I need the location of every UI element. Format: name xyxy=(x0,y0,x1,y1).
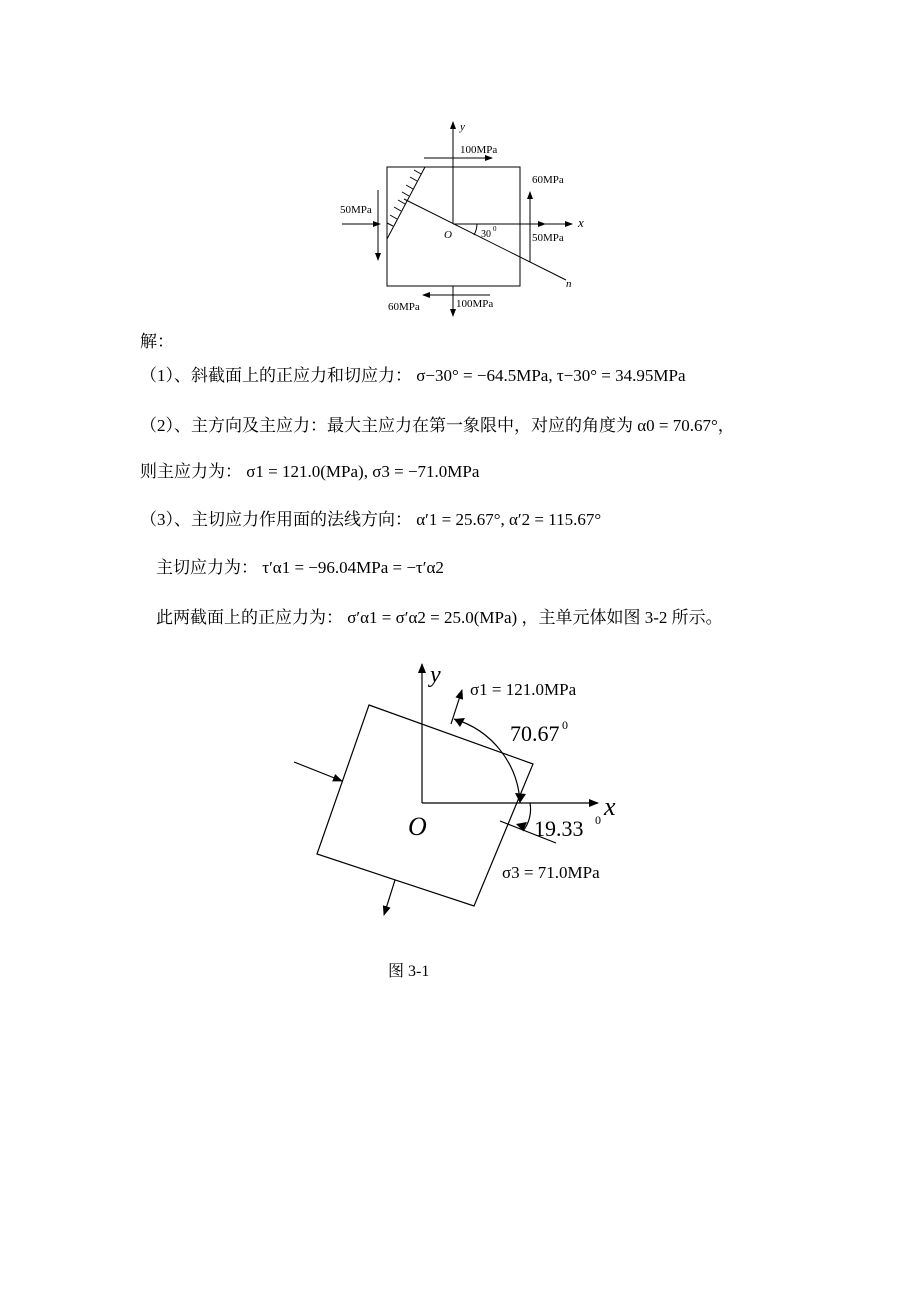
item2b-line xyxy=(140,460,479,484)
item2-math: α0 = 70.67°， xyxy=(637,416,735,435)
origin-label: O xyxy=(408,812,427,841)
principal-element-box xyxy=(317,705,533,906)
item3-label: （3）、主切应力作用面的法线方向： xyxy=(140,510,412,529)
bottom-sigma3-arrow xyxy=(384,880,395,915)
figure-caption: 图 3-1 xyxy=(388,963,430,980)
item1-line xyxy=(140,364,686,388)
inclined-section xyxy=(387,167,425,239)
left-sigma3-arrow xyxy=(294,762,342,781)
item2b-label: 则主应力为： xyxy=(140,462,242,481)
item3-line xyxy=(140,508,601,532)
angle2-label: 19.33 xyxy=(534,816,584,841)
left-stress-label: 50MPa xyxy=(340,204,372,216)
item1-math: σ−30° = −64.5MPa, τ−30° = 34.95MPa xyxy=(416,366,686,385)
origin-label: O xyxy=(444,229,452,241)
bottom-right-stress-label: 100MPa xyxy=(456,298,494,310)
angle1-label: 70.67 xyxy=(510,721,560,746)
item1-label: （1）、斜截面上的正应力和切应力： xyxy=(140,366,412,385)
section-hatching xyxy=(387,170,421,226)
top-stress-label: 100MPa xyxy=(460,144,498,156)
item3c-math: σ′α1 = σ′α2 = 25.0(MPa) xyxy=(347,608,518,627)
item2-label: （2）、主方向及主应力：最大主应力在第一象限中，对应的角度为 xyxy=(140,416,633,435)
angle-arc xyxy=(474,224,477,235)
angle-degree: 0 xyxy=(493,225,497,233)
sigma3-label: σ3 = 71.0MPa xyxy=(502,863,600,882)
y-axis-label: y xyxy=(430,662,441,688)
stress-element-figure xyxy=(330,110,600,325)
item2b-math: σ1 = 121.0(MPa), σ3 = −71.0MPa xyxy=(246,462,480,481)
principal-element-figure xyxy=(280,650,640,930)
sigma1-label: σ1 = 121.0MPa xyxy=(470,680,577,699)
y-axis-label: y xyxy=(460,121,465,133)
item3c-tail: ，主单元体如图 3-2 所示。 xyxy=(521,608,723,627)
angle2-degree: 0 xyxy=(595,813,601,827)
right-lower-stress-label: 50MPa xyxy=(532,232,564,244)
item3b-math: τ′α1 = −96.04MPa = −τ′α2 xyxy=(262,558,444,577)
right-upper-stress-label: 60MPa xyxy=(532,174,564,186)
bottom-left-stress-label: 60MPa xyxy=(388,301,420,313)
item3-math: α′1 = 25.67°, α′2 = 115.67° xyxy=(416,510,602,529)
item3c-label: 此两截面上的正应力为： xyxy=(156,608,343,627)
normal-label: n xyxy=(566,278,572,290)
angle-arc-70-endhead xyxy=(515,793,526,803)
x-axis-label: x xyxy=(578,215,584,230)
item3b-label: 主切应力为： xyxy=(156,558,258,577)
item3c-line xyxy=(156,606,723,630)
item3b-line xyxy=(156,556,444,580)
x-axis-label: x xyxy=(604,792,616,821)
angle1-degree: 0 xyxy=(562,718,568,732)
item2-line xyxy=(140,414,735,438)
solution-heading: 解： xyxy=(140,332,174,351)
angle-label: 30 xyxy=(481,229,491,240)
